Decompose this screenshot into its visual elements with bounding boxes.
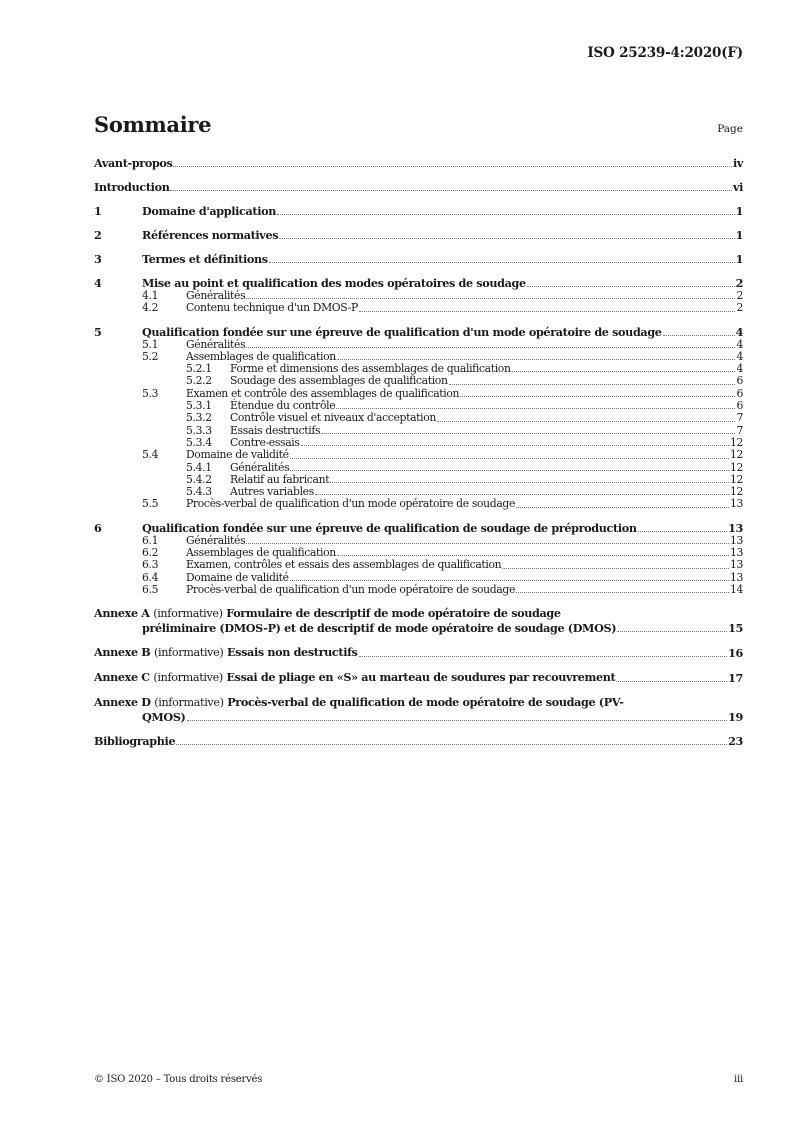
toc-entry-annexe-b[interactable]: Annexe B (informative) Essais non destructifs 16	[94, 645, 743, 661]
toc-entry-1[interactable]: 1 Domaine d'application 1	[94, 204, 743, 218]
toc-entry-4[interactable]: 4 Mise au point et qualification des modes opératoires de soudage 2	[94, 276, 743, 290]
toc-entry-5-2-1[interactable]: 5.2.1 Forme et dimensions des assemblages de qualification 4	[186, 362, 743, 376]
toc-entry-4-1[interactable]: 4.1 Généralités 2	[142, 289, 743, 302]
toc-entry-6-5[interactable]: 6.5 Procès-verbal de qualification d'un mode opératoire de soudage 14	[142, 582, 743, 596]
toc-entry-5-2[interactable]: 5.2 Assemblages de qualification 4	[142, 349, 743, 363]
toc-entry-5-4[interactable]: 5.4 Domaine de validité 12	[142, 448, 743, 462]
toc-entry-5[interactable]: 5 Qualification fondée sur une épreuve de qualification d'un mode opératoire de soudage 4	[94, 324, 743, 339]
page-column-label: Page	[717, 123, 743, 135]
toc-entry-5-3-4[interactable]: 5.3.4 Contre-essais 12	[186, 435, 743, 449]
toc-entry-4-2[interactable]: 4.2 Contenu technique d'un DMOS-P 2	[142, 301, 743, 315]
toc-entry-annexe-d[interactable]: Annexe D (informative) Procès-verbal de qualification de mode opératoire de soudage (PV- QMOS) 19	[94, 695, 743, 725]
toc-entry-annexe-c[interactable]: Annexe C (informative) Essai de pliage en «S» au marteau de soudures par recouvrement 17	[94, 670, 743, 686]
document-id: ISO 25239-4:2020(F)	[587, 45, 743, 61]
toc-entry-5-3-3[interactable]: 5.3.3 Essais destructifs 7	[186, 423, 743, 437]
toc-entry-6-4[interactable]: 6.4 Domaine de validité 13	[142, 570, 743, 584]
toc-entry-2[interactable]: 2 Références normatives 1	[94, 228, 743, 242]
toc-entry-6-2[interactable]: 6.2 Assemblages de qualification 13	[142, 546, 743, 560]
toc-entry-5-4-3[interactable]: 5.4.3 Autres variables 12	[186, 485, 743, 499]
toc-entry-introduction[interactable]: Introduction vi	[94, 180, 743, 194]
toc-entry-avant-propos[interactable]: Avant-propos iv	[94, 156, 743, 170]
toc-entry-5-4-2[interactable]: 5.4.2 Relatif au fabricant 12	[186, 472, 743, 486]
copyright-notice: © ISO 2020 – Tous droits réservés	[94, 1074, 263, 1085]
page-footer	[94, 1074, 743, 1085]
toc-entry-bibliographie[interactable]: Bibliographie 23	[94, 734, 743, 749]
toc-entry-5-3[interactable]: 5.3 Examen et contrôle des assemblages de qualification 6	[142, 386, 743, 400]
toc-entry-5-5[interactable]: 5.5 Procès-verbal de qualification d'un mode opératoire de soudage 13	[142, 497, 743, 511]
toc-entry-6-1[interactable]: 6.1 Généralités 13	[142, 533, 743, 547]
page-title: Sommaire	[94, 112, 212, 137]
page-number: iii	[734, 1074, 743, 1085]
toc-entry-6-3[interactable]: 6.3 Examen, contrôles et essais des assemblages de qualification 13	[142, 558, 743, 572]
toc-entry-3[interactable]: 3 Termes et définitions 1	[94, 252, 743, 266]
table-of-contents	[94, 156, 743, 748]
toc-entry-5-3-1[interactable]: 5.3.1 Étendue du contrôle 6	[186, 399, 743, 413]
title-row	[94, 112, 743, 137]
toc-entry-5-2-2[interactable]: 5.2.2 Soudage des assemblages de qualification 6	[186, 374, 743, 388]
toc-entry-5-1[interactable]: 5.1 Généralités 4	[142, 337, 743, 351]
toc-entry-annexe-a[interactable]: Annexe A (informative) Formulaire de descriptif de mode opératoire de soudage préliminaire (DMOS-P) et de descriptif de mode opératoire de soudage (DMOS) 15	[94, 606, 743, 636]
toc-entry-5-3-2[interactable]: 5.3.2 Contrôle visuel et niveaux d'acceptation 7	[186, 411, 743, 425]
toc-entry-6[interactable]: 6 Qualification fondée sur une épreuve de qualification de soudage de préproduction 13	[94, 520, 743, 535]
toc-entry-5-4-1[interactable]: 5.4.1 Généralités 12	[186, 460, 743, 474]
